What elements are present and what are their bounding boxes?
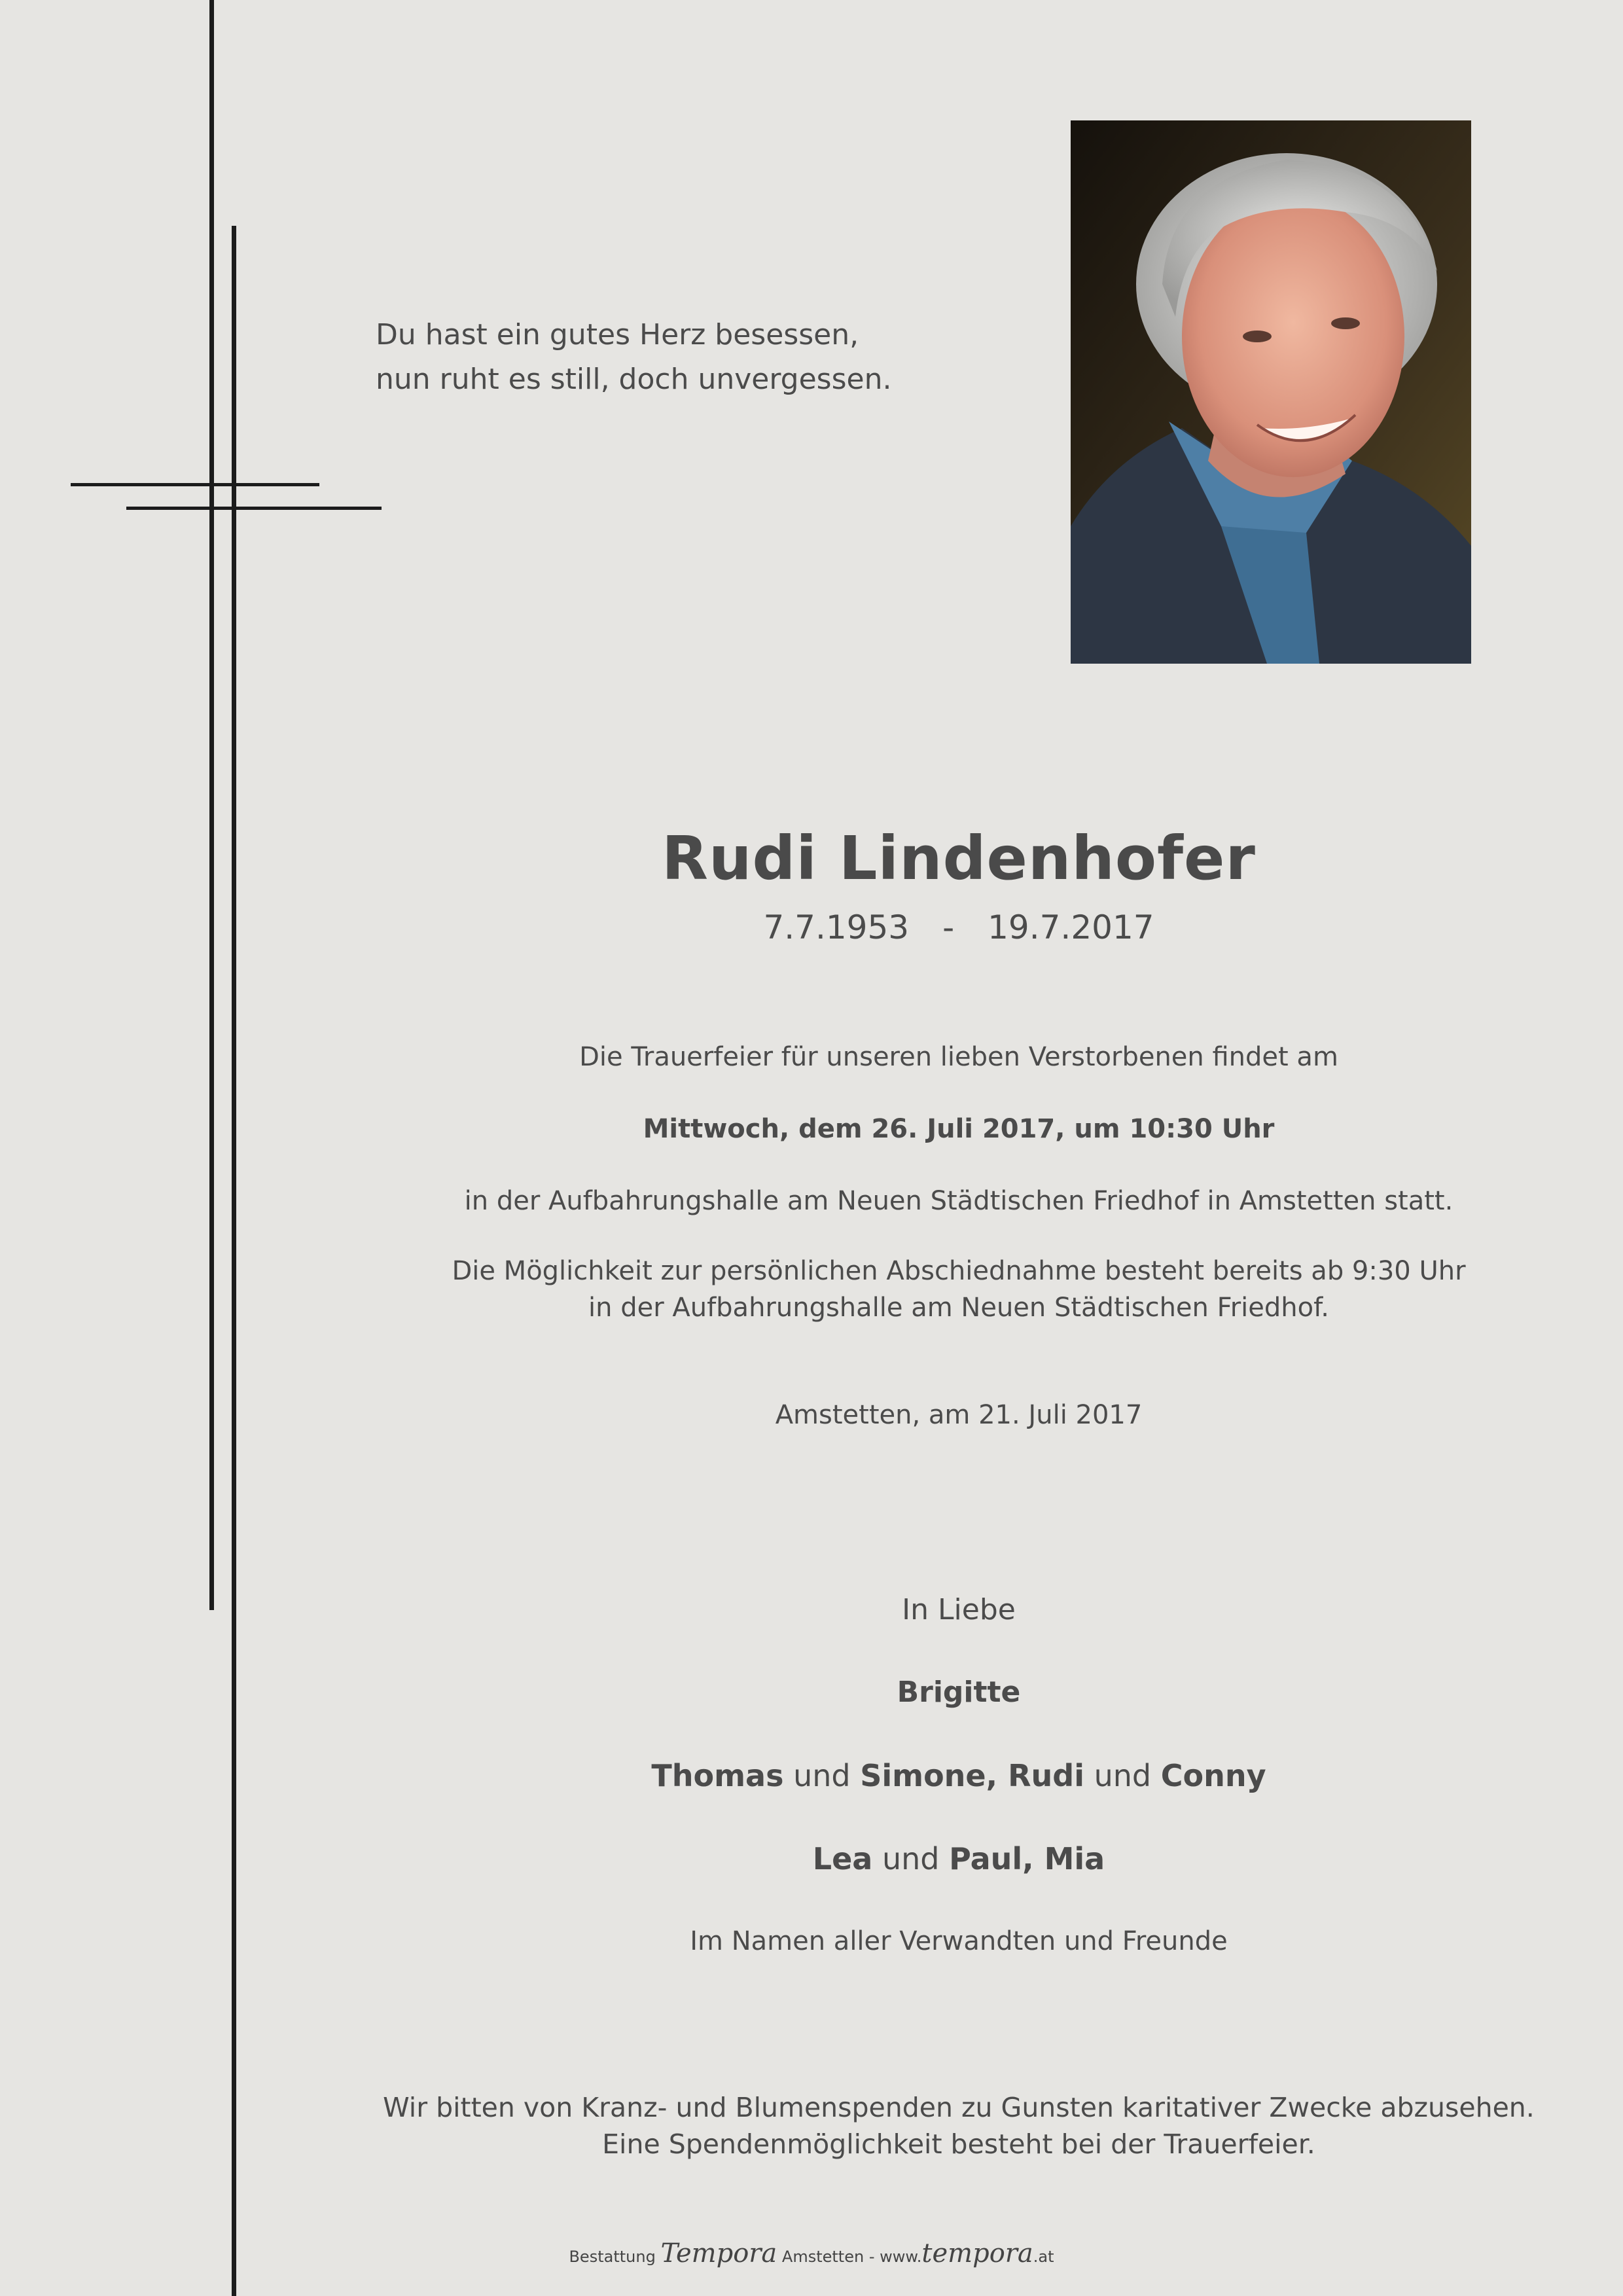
ceremony-location: in der Aufbahrungshalle am Neuen Städtischen Friedhof in Amstetten statt. [464, 1186, 1454, 1216]
mourners-closing: Im Namen aller Verwandten und Freunde [690, 1926, 1228, 1956]
life-dates [262, 908, 1623, 946]
ceremony-datetime: Mittwoch, dem 26. Juli 2017, um 10:30 Uhr [643, 1114, 1275, 1144]
date-separator: - [942, 908, 955, 946]
farewell-line-2: in der Aufbahrungshalle am Neuen Städtischen Friedhof. [588, 1293, 1329, 1323]
mourner-line-2: Thomas und Simone, Rudi und Conny [651, 1758, 1266, 1793]
quote-line-1: Du hast ein gutes Herz besessen, [376, 318, 859, 351]
portrait-photo [1071, 120, 1471, 664]
quote-line-2: nun ruht es still, doch unvergessen. [376, 363, 892, 396]
tempora-logo: Tempora [660, 2238, 777, 2269]
mourner-line-1: Brigitte [897, 1676, 1021, 1709]
donation-line-1: Wir bitten von Kranz- und Blumenspenden zu Gunsten karitativer Zwecke abzusehen. [383, 2092, 1535, 2123]
donation-line-2: Eine Spendenmöglichkeit besteht bei der Trauerfeier. [602, 2128, 1315, 2160]
ceremony-intro: Die Trauerfeier für unseren lieben Verstorbenen findet am [579, 1042, 1338, 1072]
farewell-line-1: Die Möglichkeit zur persönlichen Abschiednahme besteht bereits ab 9:30 Uhr [452, 1256, 1466, 1286]
funeral-home-footer: Bestattung Tempora Amstetten - www.tempora.at [569, 2238, 1054, 2269]
death-date: 19.7.2017 [988, 908, 1154, 946]
birth-date: 7.7.1953 [763, 908, 910, 946]
memorial-quote [376, 313, 891, 402]
mourners-intro: In Liebe [902, 1593, 1016, 1626]
place-date: Amstetten, am 21. Juli 2017 [775, 1400, 1143, 1430]
deceased-name: Rudi Lindenhofer [662, 823, 1256, 893]
mourner-line-3: Lea und Paul, Mia [812, 1841, 1105, 1876]
